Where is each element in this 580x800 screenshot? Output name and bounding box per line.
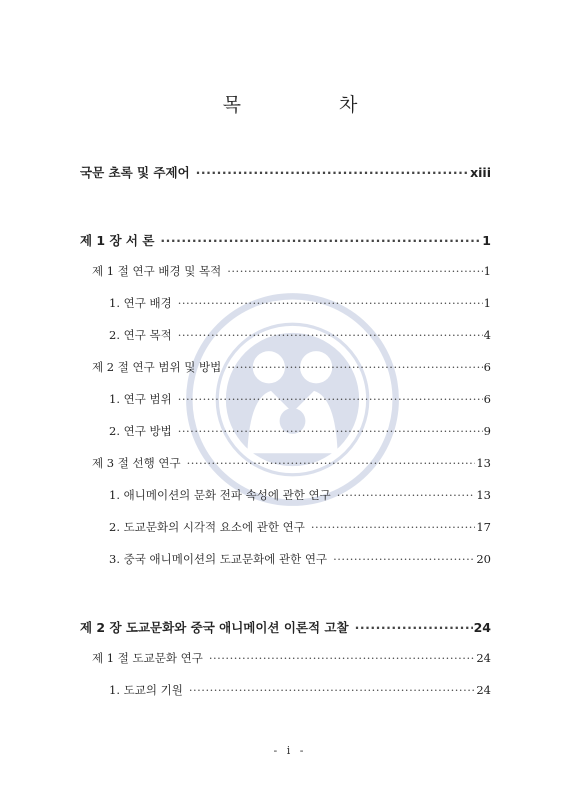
- toc-entry-page: 6: [483, 392, 491, 406]
- toc-entry-page: 13: [476, 456, 491, 470]
- toc-entry-subsection[interactable]: [109, 391, 491, 407]
- toc-entry-subsection[interactable]: [109, 519, 491, 535]
- toc-leader-dots: [227, 264, 482, 278]
- toc-entry-page: 24: [476, 651, 491, 665]
- toc-entry-label: 제 1 절 연구 배경 및 목적: [92, 264, 222, 278]
- toc-entry-section[interactable]: [92, 263, 491, 279]
- toc-entry-page: 6: [483, 360, 491, 374]
- toc-leader-dots: [311, 520, 475, 534]
- toc-entry-label: 제 1 절 도교문화 연구: [92, 651, 203, 665]
- toc-entry-page: 9: [483, 424, 491, 438]
- toc-entry-chapter-2[interactable]: [80, 618, 491, 636]
- toc-entry-section[interactable]: [92, 650, 491, 666]
- toc-entry-page: 17: [476, 520, 491, 534]
- toc-leader-dots: [178, 296, 483, 310]
- page-number-footer: - i -: [273, 744, 307, 757]
- toc-leader-dots: [160, 233, 481, 248]
- toc-entry-label: 1. 애니메이션의 문화 전파 속성에 관한 연구: [109, 488, 331, 502]
- toc-leader-dots: [178, 328, 483, 342]
- toc-leader-dots: [227, 360, 482, 374]
- toc-entry-section[interactable]: [92, 359, 491, 375]
- toc-entry-subsection[interactable]: [109, 487, 491, 503]
- toc-entry-page: 13: [476, 488, 491, 502]
- toc-leader-dots: [187, 456, 476, 470]
- toc-entry-label: 국문 초록 및 주제어: [80, 165, 190, 180]
- toc-entry-label: 제 1 장 서 론: [80, 233, 155, 248]
- page-title: 목 차: [222, 94, 404, 116]
- toc-entry-page: xiii: [470, 165, 491, 180]
- toc-entry-page: 4: [483, 328, 491, 342]
- toc-leader-dots: [333, 552, 475, 566]
- toc-leader-dots: [189, 683, 476, 697]
- toc-leader-dots: [178, 424, 483, 438]
- toc-entry-label: 1. 도교의 기원: [109, 683, 183, 697]
- toc-entry-page: 1: [483, 264, 491, 278]
- toc-entry-label: 1. 연구 배경: [109, 296, 172, 310]
- toc-entry-subsection[interactable]: [109, 682, 491, 698]
- toc-entry-page: 20: [476, 552, 491, 566]
- toc-entry-page: 1: [483, 296, 491, 310]
- toc-leader-dots: [209, 651, 476, 665]
- toc-entry-label: 제 2 장 도교문화와 중국 애니메이션 이론적 고찰: [80, 620, 349, 635]
- toc-entry-label: 2. 도교문화의 시각적 요소에 관한 연구: [109, 520, 305, 534]
- toc-entry-label: 1. 연구 범위: [109, 392, 172, 406]
- toc-entry-label: 2. 연구 목적: [109, 328, 172, 342]
- toc-leader-dots: [355, 620, 473, 635]
- toc-entry-label: 2. 연구 방법: [109, 424, 172, 438]
- toc-leader-dots: [337, 488, 476, 502]
- toc-entry-label: 3. 중국 애니메이션의 도교문화에 관한 연구: [109, 552, 328, 566]
- toc-entry-section[interactable]: [92, 455, 491, 471]
- toc-entry-subsection[interactable]: [109, 327, 491, 343]
- toc-entry-page: 24: [473, 620, 491, 635]
- toc-entry-subsection[interactable]: [109, 423, 491, 439]
- toc-entry-abstract[interactable]: [80, 163, 491, 181]
- toc-leader-dots: [196, 165, 469, 180]
- toc-entry-page: 1: [482, 233, 491, 248]
- toc-entry-chapter-1[interactable]: [80, 231, 491, 249]
- toc-leader-dots: [178, 392, 483, 406]
- toc-entry-label: 제 3 절 선행 연구: [92, 456, 181, 470]
- toc-entry-label: 제 2 절 연구 범위 및 방법: [92, 360, 222, 374]
- toc-entry-page: 24: [476, 683, 491, 697]
- toc-entry-subsection[interactable]: [109, 295, 491, 311]
- toc-entry-subsection[interactable]: [109, 551, 491, 567]
